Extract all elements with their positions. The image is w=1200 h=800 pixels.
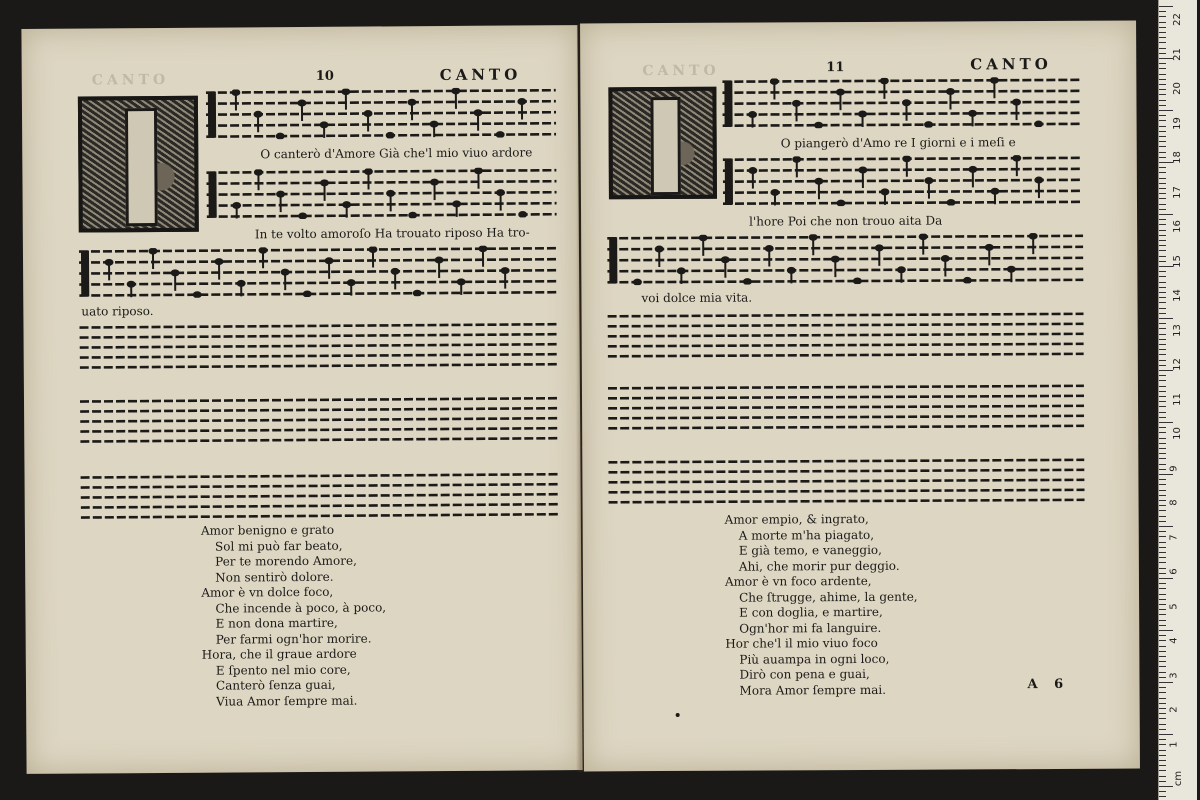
ruler-tick: [1159, 432, 1166, 433]
ruler-tick: [1159, 594, 1166, 595]
verse-line: Hor che'l il mio viuo foco: [725, 635, 878, 651]
ruler-label: 8: [1168, 499, 1180, 506]
ruler-tick: [1159, 791, 1166, 792]
staff-line: [723, 124, 1083, 126]
staff-line: [723, 169, 1083, 171]
ruler-tick: [1159, 755, 1166, 756]
ruler-label: 7: [1168, 533, 1180, 541]
ruler-tick: [1159, 6, 1173, 7]
ruler-tick: [1159, 406, 1166, 407]
ruler-tick: [1159, 604, 1166, 605]
staff-line: [608, 344, 1084, 346]
ruler-label: cm: [1173, 770, 1185, 787]
ruler-tick: [1159, 276, 1166, 277]
empty-staff-2: [608, 383, 1084, 431]
ruler-label: 20: [1171, 82, 1183, 95]
music-staff-2: [206, 167, 556, 219]
ruler-tick: [1159, 178, 1166, 179]
ruler-tick: [1159, 635, 1166, 636]
verse-line: Canterò ſenza guai,: [215, 677, 336, 693]
note-head: [633, 279, 642, 286]
ruler-tick: [1159, 261, 1166, 262]
ruler-tick: [1159, 94, 1166, 95]
staff-line: [608, 470, 1084, 472]
staff-line: [608, 426, 1084, 428]
clef-mark: [609, 237, 617, 283]
staff-line: [608, 324, 1084, 326]
ruler-tick: [1159, 573, 1166, 574]
staff-line: [723, 180, 1083, 182]
ruler-tick: [1159, 360, 1166, 361]
ruler-tick: [1159, 37, 1166, 38]
lyric-line-2: In te volto amoroſo Ha trouato riposo Ha tro-: [254, 225, 530, 242]
ruler-label: 15: [1171, 254, 1183, 268]
staff-line: [80, 364, 558, 367]
staff-line: [608, 334, 1084, 336]
clef-mark: [208, 172, 216, 218]
staff-line: [79, 281, 557, 284]
ruler-label: 21: [1171, 47, 1183, 61]
music-staff-1: [722, 77, 1082, 129]
note-head: [276, 133, 285, 140]
ruler-tick: [1159, 422, 1173, 423]
ruler-tick: [1159, 510, 1166, 511]
ruler-tick: [1159, 542, 1166, 543]
staff-line: [609, 500, 1085, 502]
ruler-tick: [1159, 640, 1166, 641]
staff-line: [80, 438, 558, 441]
ruler-tick: [1159, 48, 1166, 49]
verse-3: [202, 647, 358, 710]
ruler-tick: [1159, 557, 1166, 558]
note-head: [518, 211, 527, 218]
woodcut-initial: [608, 87, 717, 200]
staff-line: [79, 324, 557, 327]
verse-line: E non dona martire,: [215, 615, 338, 631]
staff-line: [80, 418, 558, 421]
verse-line: Non sentirò dolore.: [215, 569, 334, 585]
ruler-label: 2: [1168, 706, 1180, 713]
ruler-tick: [1159, 136, 1166, 137]
ruler-tick: [1159, 568, 1166, 569]
ruler-tick: [1159, 692, 1166, 693]
ruler-tick: [1159, 271, 1166, 272]
staff-line: [80, 354, 558, 357]
ruler-tick: [1159, 198, 1166, 199]
music-staff-2: [723, 155, 1083, 207]
staff-line: [722, 91, 1082, 93]
ruler-tick: [1159, 68, 1166, 69]
ruler-label: 17: [1171, 185, 1183, 199]
ink-speck: [676, 713, 680, 717]
ruler-tick: [1159, 193, 1166, 194]
initial-letter-i: [125, 108, 159, 227]
ruler-tick: [1159, 120, 1166, 121]
verse-line: Sol mi può far beato,: [214, 538, 343, 554]
staff-line: [607, 258, 1083, 260]
ruler-tick: [1159, 302, 1166, 303]
music-staff-3: [79, 245, 557, 298]
ruler-tick: [1159, 687, 1166, 688]
ruler-tick: [1159, 698, 1166, 699]
verse-line: Che ſtrugge, ahime, la gente,: [739, 589, 918, 605]
staff-line: [81, 494, 559, 497]
ruler-tick: [1159, 521, 1166, 522]
ruler-tick: [1159, 531, 1166, 532]
staff-line: [79, 270, 557, 273]
clef-mark: [81, 250, 89, 296]
ruler-tick: [1159, 464, 1166, 465]
ruler-tick: [1159, 744, 1166, 745]
ruler-tick: [1159, 734, 1173, 735]
ruler-tick: [1159, 500, 1166, 501]
ruler-tick: [1159, 578, 1173, 579]
ruler-label: 11: [1171, 392, 1183, 406]
ruler-tick: [1159, 22, 1166, 23]
ruler-label: 4: [1168, 637, 1180, 644]
ruler-tick: [1159, 438, 1166, 439]
empty-staff-1: [79, 321, 557, 370]
initial-letter-o: [650, 97, 681, 195]
ruler-tick: [1159, 661, 1166, 662]
staff-line: [608, 386, 1084, 388]
lyric-line-1: O canterò d'Amore Già che'l mio viuo ardore: [260, 145, 533, 162]
ruler-tick: [1159, 474, 1173, 475]
ruler-label: 3: [1168, 671, 1180, 679]
ruler-tick: [1159, 630, 1173, 631]
ruler-tick: [1159, 219, 1166, 220]
ruler-tick: [1159, 183, 1166, 184]
ruler-tick: [1159, 672, 1166, 673]
ruler-tick: [1159, 63, 1166, 64]
staff-line: [79, 292, 557, 295]
verse-line: A morte m'ha piagato,: [738, 527, 875, 543]
ruler-tick: [1159, 495, 1166, 496]
ruler-tick: [1159, 417, 1166, 418]
ruler-tick: [1159, 682, 1173, 683]
verse-line: Mora Amor ſempre mai.: [739, 682, 887, 698]
staff-line: [81, 484, 559, 487]
ruler-tick: [1159, 131, 1166, 132]
verse-line: Amor è vn dolce foco,: [201, 584, 334, 600]
ruler-tick: [1159, 583, 1166, 584]
verse-1: [201, 523, 357, 586]
ruler-tick: [1159, 625, 1166, 626]
ruler-tick: [1159, 765, 1166, 766]
staff-line: [607, 247, 1083, 249]
ruler-tick: [1159, 204, 1166, 205]
ruler-tick: [1159, 770, 1166, 771]
ruler-tick: [1159, 490, 1166, 491]
woodcut-initial: [78, 96, 199, 233]
ruler-tick: [1159, 708, 1166, 709]
staff-line: [608, 354, 1084, 356]
staff-line: [608, 406, 1084, 408]
ruler-tick: [1159, 100, 1166, 101]
ruler-tick: [1159, 344, 1166, 345]
ruler-tick: [1159, 318, 1173, 319]
signature-mark: A 6: [1027, 676, 1070, 693]
ruler-label: 13: [1171, 323, 1183, 337]
verse-2: [725, 574, 918, 637]
empty-staff-1: [608, 311, 1084, 359]
ruler-tick: [1159, 656, 1166, 657]
ruler-tick: [1159, 479, 1166, 480]
ruler-tick: [1159, 427, 1166, 428]
ruler-tick: [1159, 115, 1166, 116]
staff-line: [207, 214, 557, 216]
ruler-tick: [1159, 188, 1166, 189]
ruler-tick: [1159, 391, 1166, 392]
lyric-line-1: O piangerò d'Amo re I giorni e i meſi e: [780, 135, 1016, 151]
ruler-tick: [1159, 526, 1173, 527]
page-header: CANTO: [439, 65, 522, 85]
ruler-tick: [1159, 776, 1166, 777]
ruler-tick: [1159, 42, 1166, 43]
ruler-label: 16: [1171, 220, 1183, 233]
ruler-tick: [1159, 588, 1166, 589]
ruler-tick: [1159, 27, 1166, 28]
ruler-tick: [1159, 412, 1166, 413]
verse-line: E con doglia, e martire,: [739, 604, 883, 620]
ruler-tick: [1159, 547, 1166, 548]
staff-line: [608, 314, 1084, 316]
staff-line: [81, 504, 559, 507]
staff-line: [609, 490, 1085, 492]
ruler-tick: [1159, 666, 1166, 667]
verse-line: Amor benigno e grato: [200, 522, 335, 538]
ruler-label: 5: [1168, 602, 1180, 610]
ruler-tick: [1159, 152, 1166, 153]
ruler-tick: [1159, 646, 1166, 647]
ruler-tick: [1159, 453, 1166, 454]
ruler-label: 14: [1171, 289, 1183, 302]
ruler-tick: [1159, 448, 1166, 449]
ruler-tick: [1159, 250, 1166, 251]
verse-3: [725, 636, 889, 699]
ruler-tick: [1159, 16, 1166, 17]
ruler-label: 19: [1171, 116, 1183, 130]
ruler-tick: [1159, 323, 1166, 324]
staff-line: [608, 416, 1084, 418]
music-staff-3: [607, 233, 1083, 285]
verse-line: Più auampa in ogni loco,: [739, 651, 890, 667]
staff-line: [608, 396, 1084, 398]
ruler-tick: [1159, 308, 1166, 309]
verse-line: Hora, che il graue ardore: [201, 646, 357, 662]
ruler-tick: [1159, 172, 1166, 173]
verse-line: Amor empio, & ingrato,: [724, 511, 869, 527]
ruler-tick: [1159, 380, 1166, 381]
ruler-tick: [1159, 396, 1166, 397]
staff-line: [81, 514, 559, 517]
ruler-tick: [1159, 334, 1166, 335]
ruler-tick: [1159, 141, 1166, 142]
ruler-tick: [1159, 240, 1166, 241]
bleed-through-header: CANTO: [642, 62, 720, 80]
verse-line: Ahi, che morir pur deggio.: [738, 558, 900, 574]
ruler-tick: [1159, 386, 1166, 387]
ruler-tick: [1159, 146, 1166, 147]
ruler-tick: [1159, 292, 1166, 293]
ruler-label: 9: [1168, 464, 1180, 472]
clef-mark: [725, 159, 733, 205]
ruler-tick: [1159, 365, 1166, 366]
music-staff-1: [206, 87, 556, 139]
lyric-line-3: voi dolce mia vita.: [641, 290, 753, 306]
staff-line: [723, 113, 1083, 115]
ruler-tick: [1159, 32, 1166, 33]
lyric-line-3: uato riposo.: [81, 304, 154, 319]
ruler-tick: [1159, 256, 1166, 257]
right-page: [580, 21, 1140, 772]
verse-line: E già temo, e vaneggio,: [738, 542, 882, 558]
note-head: [924, 121, 933, 128]
ruler-tick: [1159, 505, 1166, 506]
verse-line: Ogn'hor mi fa languire.: [739, 620, 882, 636]
ruler-tick: [1159, 718, 1166, 719]
ruler-tick: [1159, 677, 1166, 678]
ruler-label: 1: [1168, 740, 1180, 748]
left-page: [21, 25, 582, 774]
verse-line: Per farmi ogn'hor morire.: [215, 631, 372, 647]
ruler-tick: [1159, 313, 1166, 314]
verse-line: Che incende à poco, à poco,: [215, 599, 387, 616]
ruler-tick: [1159, 297, 1166, 298]
staff-line: [206, 90, 556, 92]
verse-2: [201, 584, 386, 647]
ruler-tick: [1159, 339, 1166, 340]
ruler-tick: [1159, 750, 1166, 751]
staff-line: [80, 408, 558, 411]
ruler-tick: [1159, 609, 1166, 610]
ruler-tick: [1159, 245, 1166, 246]
ruler-tick: [1159, 349, 1166, 350]
bleed-through-header: CANTO: [91, 71, 170, 89]
ruler-label: 12: [1171, 358, 1183, 371]
ruler-tick: [1159, 401, 1166, 402]
ruler-tick: [1159, 287, 1166, 288]
staff-line: [723, 202, 1083, 204]
ruler-tick: [1159, 724, 1166, 725]
ruler-label: 22: [1171, 13, 1183, 26]
ruler-tick: [1159, 552, 1166, 553]
ruler-tick: [1159, 354, 1166, 355]
ruler-tick: [1159, 516, 1166, 517]
staff-line: [608, 480, 1084, 482]
ruler-tick: [1159, 739, 1166, 740]
ruler-tick: [1159, 209, 1166, 210]
ruler-tick: [1159, 760, 1166, 761]
staff-line: [79, 259, 557, 262]
ruler-tick: [1159, 224, 1166, 225]
verse-line: Amor è vn foco ardente,: [724, 573, 872, 589]
ruler-tick: [1159, 74, 1166, 75]
ruler-tick: [1159, 729, 1166, 730]
staff-line: [80, 428, 558, 431]
ruler-tick: [1159, 84, 1166, 85]
clef-mark: [724, 81, 732, 127]
ruler-tick: [1159, 167, 1166, 168]
verse-line: Per te morendo Amore,: [215, 553, 357, 569]
ruler-tick: [1159, 53, 1166, 54]
ruler-tick: [1159, 786, 1173, 787]
verse-line: Viua Amor ſempre mai.: [216, 693, 358, 709]
verse-line: E ſpento nel mio core,: [215, 662, 351, 678]
empty-staff-2: [80, 395, 558, 444]
ruler-tick: [1159, 562, 1166, 563]
ruler-label: 18: [1171, 151, 1183, 164]
ruler-tick: [1159, 703, 1166, 704]
ruler-tick: [1159, 599, 1166, 600]
staff-line: [80, 334, 558, 337]
ruler-tick: [1159, 11, 1166, 12]
ruler-tick: [1159, 282, 1166, 283]
ruler-tick: [1159, 328, 1166, 329]
staff-line: [608, 460, 1084, 462]
staff-line: [80, 398, 558, 401]
ruler-tick: [1159, 713, 1166, 714]
verse-line: Dirò con pena e guai,: [739, 666, 870, 682]
ruler-label: 10: [1171, 427, 1183, 440]
measuring-ruler: [1158, 0, 1197, 800]
ruler-tick: [1159, 443, 1166, 444]
clef-mark: [208, 92, 216, 138]
staff-line: [80, 344, 558, 347]
ruler-tick: [1159, 235, 1166, 236]
ruler-tick: [1159, 110, 1173, 111]
note-head: [814, 122, 823, 129]
ruler-tick: [1159, 458, 1166, 459]
ruler-tick: [1159, 214, 1173, 215]
ruler-tick: [1159, 89, 1166, 90]
ruler-tick: [1159, 469, 1166, 470]
ruler-label: 6: [1168, 568, 1180, 575]
ruler-tick: [1159, 620, 1166, 621]
ruler-tick: [1159, 79, 1166, 80]
ruler-tick: [1159, 536, 1166, 537]
ruler-tick: [1159, 781, 1166, 782]
page-number: 10: [315, 68, 334, 84]
empty-staff-3: [608, 457, 1084, 505]
ruler-tick: [1159, 796, 1166, 797]
ruler-tick: [1159, 375, 1166, 376]
empty-staff-3: [81, 471, 559, 520]
staff-line: [81, 474, 559, 477]
ruler-tick: [1159, 651, 1166, 652]
ruler-tick: [1159, 484, 1166, 485]
verse-1: [725, 512, 900, 575]
lyric-line-2: l'hore Poi che non trouo aita Da: [749, 213, 943, 229]
staff-line: [207, 203, 557, 205]
staff-line: [206, 101, 556, 103]
note-head: [853, 277, 862, 284]
staff-line: [607, 236, 1083, 238]
ruler-tick: [1159, 230, 1166, 231]
ruler-tick: [1159, 157, 1166, 158]
ruler-tick: [1159, 126, 1166, 127]
page-header: CANTO: [970, 54, 1052, 74]
ruler-tick: [1159, 105, 1166, 106]
page-number: 11: [826, 60, 845, 76]
ruler-tick: [1159, 614, 1166, 615]
